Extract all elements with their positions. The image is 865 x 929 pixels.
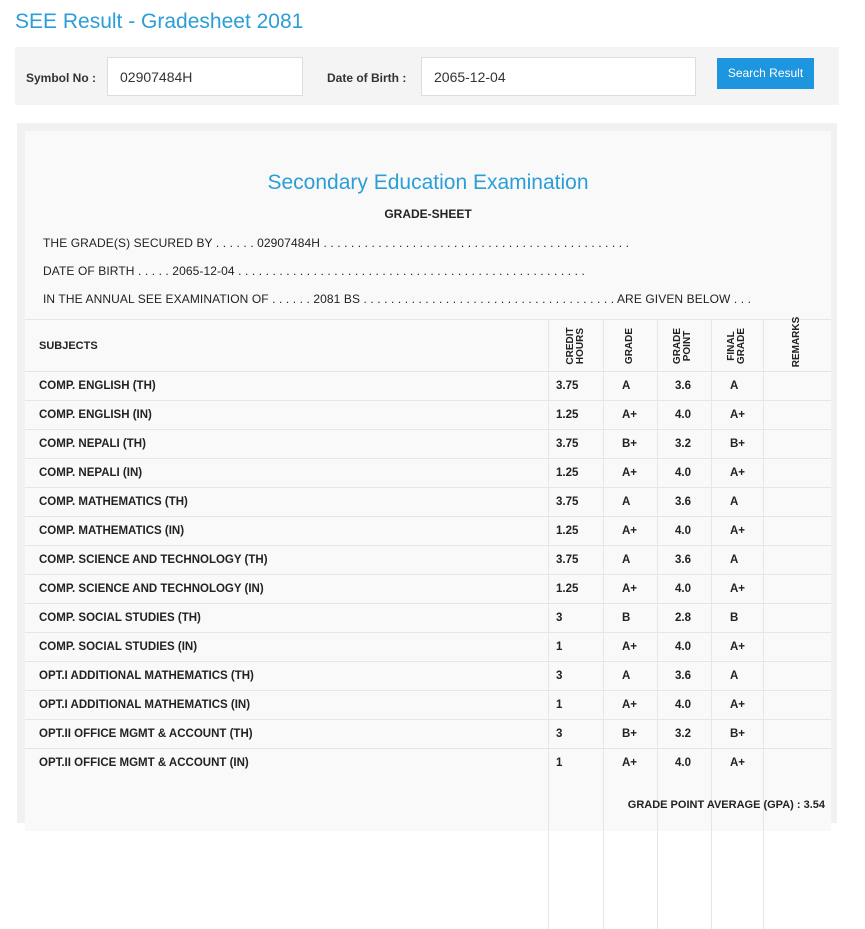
search-result-button[interactable]: Search Result	[717, 58, 814, 89]
credit-hours-cell: 3.75	[556, 496, 579, 508]
gradesheet	[25, 131, 831, 831]
final-grade-cell: A	[730, 670, 739, 682]
table-row	[25, 400, 831, 429]
final-grade-cell: A+	[730, 699, 746, 711]
table-row	[25, 429, 831, 458]
subject-cell: COMP. SCIENCE AND TECHNOLOGY (IN)	[39, 583, 264, 595]
grade-cell: B+	[622, 438, 638, 450]
credit-hours-cell: 1	[556, 699, 563, 711]
subject-cell: OPT.II OFFICE MGMT & ACCOUNT (TH)	[39, 728, 253, 740]
table-row	[25, 719, 831, 748]
search-bar	[15, 47, 839, 105]
dob-label: Date of Birth :	[327, 71, 407, 85]
grade-point-cell: 4.0	[675, 525, 691, 537]
table-row	[25, 371, 831, 400]
table-row	[25, 574, 831, 603]
final-grade-cell: A	[730, 496, 739, 508]
subject-cell: OPT.I ADDITIONAL MATHEMATICS (TH)	[39, 670, 254, 682]
grade-point-header: GRADE POINT	[672, 327, 693, 365]
credit-hours-cell: 3	[556, 612, 563, 624]
grade-point-cell: 2.8	[675, 612, 691, 624]
grade-header: GRADE	[624, 327, 635, 365]
credit-hours-cell: 1.25	[556, 583, 579, 595]
grade-point-cell: 3.6	[675, 554, 691, 566]
credit-hours-cell: 1	[556, 757, 563, 769]
grade-point-cell: 3.6	[675, 496, 691, 508]
grade-point-cell: 3.2	[675, 438, 691, 450]
grade-point-cell: 4.0	[675, 467, 691, 479]
grade-point-cell: 4.0	[675, 583, 691, 595]
credit-hours-cell: 3.75	[556, 554, 579, 566]
credit-hours-cell: 3	[556, 670, 563, 682]
credit-hours-cell: 1.25	[556, 409, 579, 421]
grade-point-cell: 4.0	[675, 641, 691, 653]
grade-point-cell: 3.6	[675, 380, 691, 392]
grade-cell: A	[622, 380, 631, 392]
table-row	[25, 603, 831, 632]
grade-cell: B	[622, 612, 631, 624]
dob-input[interactable]	[421, 57, 696, 96]
subject-cell: COMP. MATHEMATICS (TH)	[39, 496, 188, 508]
credit-hours-cell: 1.25	[556, 467, 579, 479]
subject-cell: COMP. SOCIAL STUDIES (IN)	[39, 641, 198, 653]
grade-point-cell: 4.0	[675, 699, 691, 711]
grade-cell: A+	[622, 641, 638, 653]
grade-point-cell: 4.0	[675, 409, 691, 421]
grade-cell: A+	[622, 583, 638, 595]
subject-cell: COMP. NEPALI (TH)	[39, 438, 146, 450]
grade-cell: A	[622, 554, 631, 566]
result-panel	[17, 123, 837, 823]
table-row	[25, 661, 831, 690]
credit-hours-cell: 1	[556, 641, 563, 653]
grade-cell: B+	[622, 728, 638, 740]
subjects-header: SUBJECTS	[39, 340, 98, 352]
subject-cell: COMP. ENGLISH (IN)	[39, 409, 152, 421]
gradesheet-heading: GRADE-SHEET	[384, 207, 472, 221]
table-row	[25, 748, 831, 777]
final-grade-cell: A+	[730, 467, 746, 479]
exam-line: IN THE ANNUAL SEE EXAMINATION OF . . . . . . 2081 BS . . . . . . . . . . . . . . . . . . . . . . . . . . . . . . . . . . . . . ARE GIVEN BELOW . . .	[43, 292, 752, 306]
final-grade-cell: A+	[730, 525, 746, 537]
credit-hours-cell: 3	[556, 728, 563, 740]
grade-cell: A+	[622, 409, 638, 421]
subject-cell: OPT.I ADDITIONAL MATHEMATICS (IN)	[39, 699, 251, 711]
grade-cell: A+	[622, 467, 638, 479]
grade-point-cell: 4.0	[675, 757, 691, 769]
final-grade-cell: B	[730, 612, 739, 624]
subject-cell: COMP. MATHEMATICS (IN)	[39, 525, 185, 537]
final-grade-cell: A+	[730, 583, 746, 595]
final-grade-cell: B+	[730, 438, 746, 450]
symbol-input[interactable]	[107, 57, 303, 96]
table-row	[25, 487, 831, 516]
secured-by-line: THE GRADE(S) SECURED BY . . . . . . 02907484H . . . . . . . . . . . . . . . . . . . . . . . . . . . . . . . . . . . . . . . . . . . . .	[43, 236, 630, 250]
grade-cell: A+	[622, 699, 638, 711]
subject-cell: OPT.II OFFICE MGMT & ACCOUNT (IN)	[39, 757, 249, 769]
subject-cell: COMP. SOCIAL STUDIES (TH)	[39, 612, 201, 624]
dob-line: DATE OF BIRTH . . . . . 2065-12-04 . . . . . . . . . . . . . . . . . . . . . . . . . . . . . . . . . . . . . . . . . . . . . . . . . . .	[43, 264, 585, 278]
table-row	[25, 632, 831, 661]
table-row	[25, 458, 831, 487]
symbol-label: Symbol No :	[26, 71, 97, 85]
final-grade-cell: A	[730, 554, 739, 566]
table-row	[25, 545, 831, 574]
final-grade-cell: A+	[730, 757, 746, 769]
grade-cell: A	[622, 496, 631, 508]
gpa-summary: GRADE POINT AVERAGE (GPA) : 3.54	[627, 799, 825, 811]
credit-hours-cell: 3.75	[556, 380, 579, 392]
subject-cell: COMP. SCIENCE AND TECHNOLOGY (TH)	[39, 554, 268, 566]
grade-point-cell: 3.2	[675, 728, 691, 740]
page-title: SEE Result - Gradesheet 2081	[15, 10, 304, 33]
subject-cell: COMP. ENGLISH (TH)	[39, 380, 156, 392]
table-row	[25, 690, 831, 719]
remarks-header: REMARKS	[791, 316, 802, 368]
final-grade-cell: A+	[730, 409, 746, 421]
table-row	[25, 516, 831, 545]
final-grade-cell: A	[730, 380, 739, 392]
credit-hours-header: CREDIT HOURS	[565, 327, 586, 365]
final-grade-cell: B+	[730, 728, 746, 740]
grade-point-cell: 3.6	[675, 670, 691, 682]
grade-cell: A+	[622, 525, 638, 537]
exam-title: Secondary Education Examination	[267, 171, 589, 194]
final-grade-cell: A+	[730, 641, 746, 653]
final-grade-header: FINAL GRADE	[726, 327, 747, 365]
credit-hours-cell: 1.25	[556, 525, 579, 537]
grade-cell: A+	[622, 757, 638, 769]
subject-cell: COMP. NEPALI (IN)	[39, 467, 143, 479]
credit-hours-cell: 3.75	[556, 438, 579, 450]
grade-cell: A	[622, 670, 631, 682]
